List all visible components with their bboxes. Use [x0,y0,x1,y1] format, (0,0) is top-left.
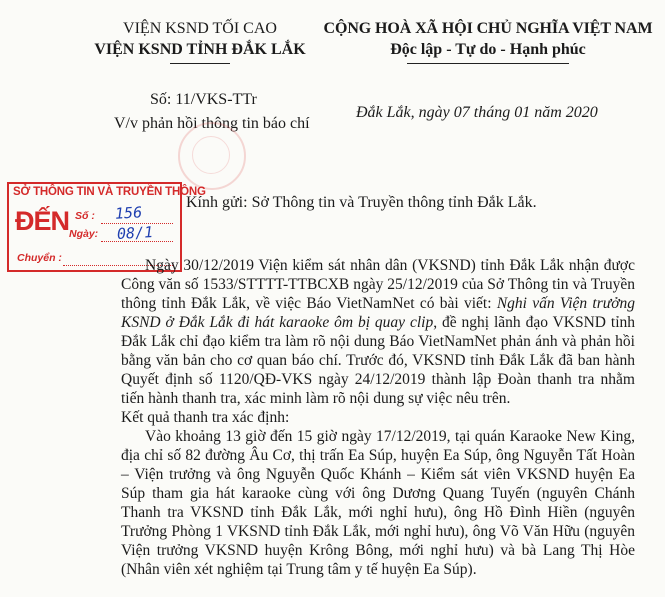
handwritten-number: 156 [114,203,143,223]
document-subject: V/v phản hồi thông tin báo chí [114,115,310,132]
official-seal-inner [192,136,230,174]
letter-body [121,256,635,579]
stamp-title: SỞ THÔNG TIN VÀ TRUYỀN THÔNG [13,186,206,198]
stamp-forward-label: Chuyển : [17,252,62,264]
stamp-arrived-label: ĐẾN [15,206,70,236]
body-paragraph-3: Vào khoảng 13 giờ đến 15 giờ ngày 17/12/2019, tại quán Karaoke New King, địa chỉ số 82 đường Âu Cơ, thị trấn Ea Súp, huyện Ea Súp, ông Nguyễn Tất Hoàn – Viện trưởng và ông Nguyễn Quốc Khánh – Kiểm sát viên VKSND huyện Ea Súp tham gia hát karaoke cùng với ông Dương Quang Tuyến (nguyên Chánh Thanh tra VKSND tỉnh Đắk Lắk, mới nghỉ hưu), ông Hồ Đình Hiền (nguyên Trưởng Phòng 1 VKSND tỉnh Đắk Lắk, mới nghỉ hưu), ông Võ Văn Hữu (nguyên Viện trưởng VKSND huyện Krông Bông, mới nghỉ hưu) và bà Lang Thị Hòe (Nhân viên xét nghiệm tại Trung tâm y tế huyện Ea Súp). [121,428,635,578]
salutation: Kính gửi: Sở Thông tin và Truyền thông tỉnh Đắk Lắk. [186,194,537,211]
body-paragraph-1: Ngày 30/12/2019 Viện kiểm sát nhân dân (VKSND) tỉnh Đắk Lắk nhận được Công văn số 1533/STTTT-TTBCXB ngày 25/12/2019 của Sở Thông tin và Truyền thông tỉnh Đắk Lắk, về việc Báo VietNamNet có bài viết: Nghi vấn Viện trưởng KSND ở Đắk Lắk đi hát karaoke ôm bị quay clip, đề nghị lãnh đạo VKSND tỉnh Đắk Lắk chỉ đạo kiểm tra làm rõ nội dung Báo VietNamNet phản ánh và phản hồi bằng văn bản cho cơ quan báo chí. Trước đó, VKSND tỉnh Đắk Lắk đã ban hành Quyết định số 1120/QĐ-VKS ngày 24/12/2019 thành lập Đoàn thanh tra nhằm tiến hành thanh tra, xác minh làm rõ nội dung sự việc nêu trên. [121,257,636,407]
stamp-date-label: Ngày: [69,228,99,240]
stamp-number-label: Số : [75,210,95,222]
issue-date: Đắk Lắk, ngày 07 tháng 01 năm 2020 [356,104,598,121]
body-paragraph-2: Kết quả thanh tra xác định: [121,409,290,426]
document-number: Số: 11/VKS-TTr [150,91,257,108]
agency-parent: VIỆN KSND TỐI CAO [123,20,277,37]
agency-name: VIỆN KSND TỈNH ĐẮK LẮK [94,41,306,58]
motto-underline [407,63,569,64]
article-title: Nghi vấn Viện trưởng KSND ở Đắk Lắk đi hát karaoke ôm bị quay clip [121,295,635,331]
agency-underline [170,63,230,64]
national-motto: CỘNG HOÀ XÃ HỘI CHỦ NGHĨA VIỆT NAM [323,20,653,37]
motto-subtitle: Độc lập - Tự do - Hạnh phúc [390,41,586,58]
handwritten-date: 08/1 [116,223,154,243]
